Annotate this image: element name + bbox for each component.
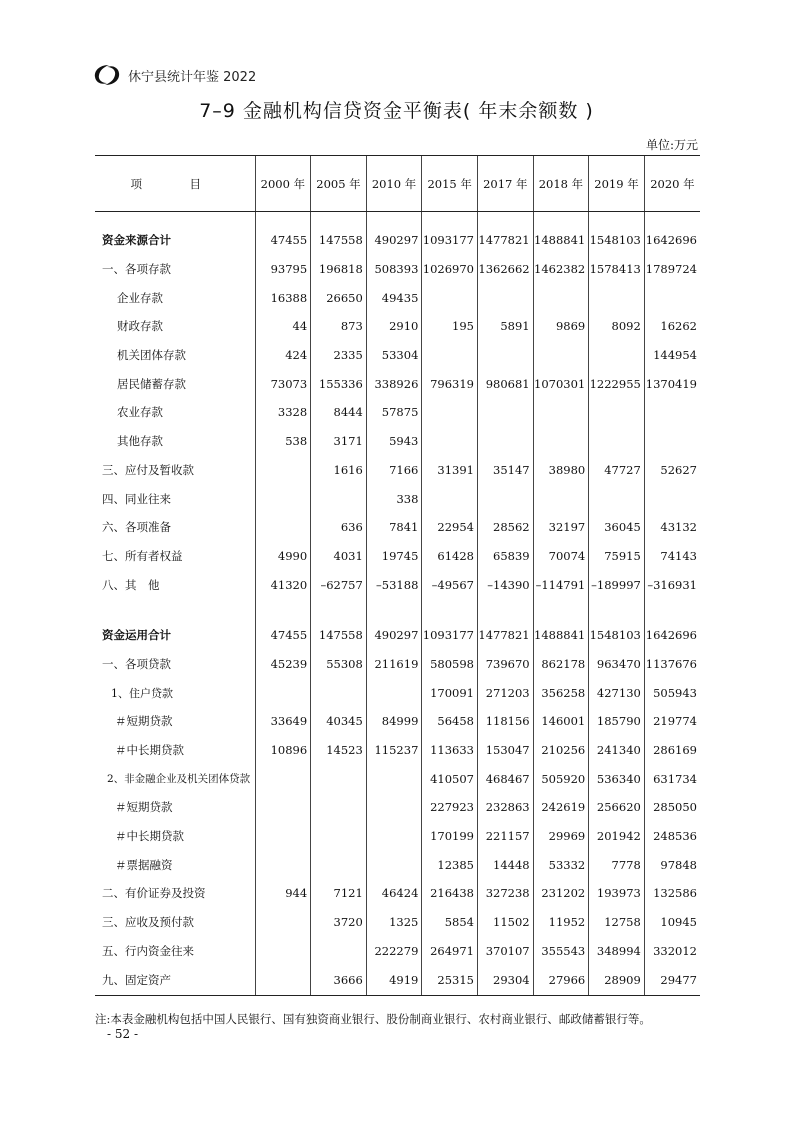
table-cell: 65839 — [478, 542, 534, 571]
table-cell: 14448 — [478, 850, 534, 879]
table-row — [95, 283, 700, 312]
column-header: 2005 年 — [311, 156, 367, 212]
table-cell: 9869 — [533, 312, 589, 341]
table-cell — [589, 484, 645, 513]
table-row — [95, 398, 700, 427]
table-row — [95, 822, 700, 851]
table-cell: 242619 — [533, 793, 589, 822]
table-cell — [255, 678, 311, 707]
table-cell: 1093177 — [422, 226, 478, 255]
table-cell: 231202 — [533, 879, 589, 908]
table-cell — [255, 937, 311, 966]
spacer-cell — [644, 599, 700, 621]
table-cell: 12758 — [589, 908, 645, 937]
table-cell: 264971 — [422, 937, 478, 966]
table-cell: 1477821 — [478, 226, 534, 255]
table-cell: 3666 — [311, 965, 367, 996]
table-cell — [478, 484, 534, 513]
table-cell — [533, 398, 589, 427]
table-cell: –62757 — [311, 570, 367, 599]
table-cell: 8092 — [589, 312, 645, 341]
row-label: 资金运用合计 — [102, 628, 171, 643]
table-cell: 33649 — [255, 707, 311, 736]
table-cell: 2910 — [366, 312, 422, 341]
table-cell: 14523 — [311, 736, 367, 765]
table-cell: 43132 — [644, 513, 700, 542]
spacer-row — [95, 212, 700, 227]
table-cell: 36045 — [589, 513, 645, 542]
table-cell: 25315 — [422, 965, 478, 996]
table-row — [95, 650, 700, 679]
table-cell — [422, 398, 478, 427]
table-cell: 55308 — [311, 650, 367, 679]
credit-balance-table — [95, 155, 700, 996]
spacer-cell — [533, 599, 589, 621]
row-label: 二、有价证券及投资 — [102, 886, 206, 901]
table-cell — [255, 764, 311, 793]
table-cell: 118156 — [478, 707, 534, 736]
table-cell: 29969 — [533, 822, 589, 851]
table-row — [95, 736, 700, 765]
row-label: 农业存款 — [117, 405, 163, 420]
table-cell: 147558 — [311, 226, 367, 255]
table-cell: 227923 — [422, 793, 478, 822]
table-cell: 536340 — [589, 764, 645, 793]
table-row — [95, 427, 700, 456]
table-cell — [311, 484, 367, 513]
table-cell — [422, 341, 478, 370]
table-cell: 490297 — [366, 226, 422, 255]
table-cell: 170199 — [422, 822, 478, 851]
table-cell: 210256 — [533, 736, 589, 765]
row-label: 一、各项存款 — [102, 262, 171, 277]
table-cell: 1362662 — [478, 255, 534, 284]
table-cell: 46424 — [366, 879, 422, 908]
table-cell: 1616 — [311, 456, 367, 485]
table-cell — [366, 678, 422, 707]
spacer-cell — [255, 599, 311, 621]
row-label: ＃中长期贷款 — [115, 829, 184, 844]
table-row — [95, 484, 700, 513]
table-cell: 10896 — [255, 736, 311, 765]
table-cell: 8444 — [311, 398, 367, 427]
table-cell: 5854 — [422, 908, 478, 937]
table-cell: 201942 — [589, 822, 645, 851]
row-label: 四、同业往来 — [102, 491, 171, 506]
table-cell — [478, 427, 534, 456]
table-cell: 1578413 — [589, 255, 645, 284]
table-cell: 57875 — [366, 398, 422, 427]
table-cell: 155336 — [311, 369, 367, 398]
table-row — [95, 908, 700, 937]
table-cell: 32197 — [533, 513, 589, 542]
table-cell: 3720 — [311, 908, 367, 937]
table-cell: 505920 — [533, 764, 589, 793]
spacer-cell — [589, 599, 645, 621]
table-cell — [255, 965, 311, 996]
table-cell — [478, 341, 534, 370]
table-cell: 115237 — [366, 736, 422, 765]
table-cell: 45239 — [255, 650, 311, 679]
table-row — [95, 621, 700, 650]
table-cell — [311, 764, 367, 793]
table-cell: –316931 — [644, 570, 700, 599]
table-cell: 70074 — [533, 542, 589, 571]
table-cell — [533, 341, 589, 370]
table-cell: 1642696 — [644, 621, 700, 650]
table-title: 7–9 金融机构信贷资金平衡表( 年末余额数 ) — [199, 100, 594, 122]
spacer-cell — [422, 599, 478, 621]
table-cell — [366, 822, 422, 851]
table-row — [95, 850, 700, 879]
table-cell: 427130 — [589, 678, 645, 707]
table-cell — [255, 850, 311, 879]
table-cell: 739670 — [478, 650, 534, 679]
table-cell: 7778 — [589, 850, 645, 879]
column-header: 项 目 — [95, 156, 255, 212]
table-cell: 1548103 — [589, 226, 645, 255]
table-cell — [533, 484, 589, 513]
table-cell: 944 — [255, 879, 311, 908]
table-cell: 221157 — [478, 822, 534, 851]
table-cell: 211619 — [366, 650, 422, 679]
table-cell: 1642696 — [644, 226, 700, 255]
spacer-cell — [366, 212, 422, 227]
row-label: 其他存款 — [117, 434, 163, 449]
table-cell: 1026970 — [422, 255, 478, 284]
table-cell: 1462382 — [533, 255, 589, 284]
table-cell: 11502 — [478, 908, 534, 937]
table-cell: 12385 — [422, 850, 478, 879]
row-label: 八、其 他 — [102, 577, 160, 592]
yearbook-logo-icon — [92, 63, 122, 87]
table-cell: 285050 — [644, 793, 700, 822]
table-cell: 4990 — [255, 542, 311, 571]
table-row — [95, 937, 700, 966]
table-cell: 580598 — [422, 650, 478, 679]
row-label: ＃中长期贷款 — [115, 743, 184, 758]
table-cell — [311, 937, 367, 966]
table-cell: 29477 — [644, 965, 700, 996]
table-cell: 631734 — [644, 764, 700, 793]
table-cell: 410507 — [422, 764, 478, 793]
table-cell — [311, 850, 367, 879]
table-cell: 49435 — [366, 283, 422, 312]
table-row — [95, 456, 700, 485]
table-cell: 338926 — [366, 369, 422, 398]
page-header — [92, 62, 256, 88]
row-label: 企业存款 — [117, 290, 163, 305]
table-cell: 338 — [366, 484, 422, 513]
table-cell — [589, 398, 645, 427]
table-cell: –53188 — [366, 570, 422, 599]
table-note: 注:本表金融机构包括中国人民银行、国有独资商业银行、股份制商业银行、农村商业银行、邮政储蓄银行等。 — [95, 1012, 651, 1026]
table-cell: 286169 — [644, 736, 700, 765]
table-cell: 75915 — [589, 542, 645, 571]
row-label: 1、住户贷款 — [111, 686, 173, 700]
spacer-cell — [478, 212, 534, 227]
table-cell: 370107 — [478, 937, 534, 966]
table-body — [95, 212, 700, 996]
book-title: 休宁县统计年鉴 2022 — [128, 69, 257, 85]
table-row — [95, 965, 700, 996]
table-cell — [589, 341, 645, 370]
table-cell: 4031 — [311, 542, 367, 571]
table-cell: 2335 — [311, 341, 367, 370]
table-cell: 1488841 — [533, 226, 589, 255]
table-cell — [255, 456, 311, 485]
table-cell: 27966 — [533, 965, 589, 996]
table-header-row — [95, 156, 700, 212]
page-number: - 52 - — [107, 1027, 139, 1041]
table-cell: 93795 — [255, 255, 311, 284]
table-cell: 5943 — [366, 427, 422, 456]
table-cell: 424 — [255, 341, 311, 370]
table-cell: 132586 — [644, 879, 700, 908]
row-label: ＃短期贷款 — [115, 800, 173, 815]
table-cell: 7166 — [366, 456, 422, 485]
column-header: 2015 年 — [422, 156, 478, 212]
table-cell — [311, 678, 367, 707]
table-cell: 980681 — [478, 369, 534, 398]
table-cell: 170091 — [422, 678, 478, 707]
table-cell — [311, 822, 367, 851]
table-cell: 144954 — [644, 341, 700, 370]
table-cell: 74143 — [644, 542, 700, 571]
table-cell: 505943 — [644, 678, 700, 707]
table-cell — [422, 427, 478, 456]
table-cell: 963470 — [589, 650, 645, 679]
table-cell: 271203 — [478, 678, 534, 707]
table-cell: 10945 — [644, 908, 700, 937]
column-header: 2010 年 — [366, 156, 422, 212]
table-cell: 61428 — [422, 542, 478, 571]
table-cell: 468467 — [478, 764, 534, 793]
table-cell: 185790 — [589, 707, 645, 736]
table-cell: –14390 — [478, 570, 534, 599]
table-cell: 47455 — [255, 621, 311, 650]
table-cell: 356258 — [533, 678, 589, 707]
table-cell: 490297 — [366, 621, 422, 650]
column-header: 2018 年 — [533, 156, 589, 212]
table-cell: 1477821 — [478, 621, 534, 650]
table-cell: 216438 — [422, 879, 478, 908]
table-row — [95, 707, 700, 736]
table-cell: 862178 — [533, 650, 589, 679]
table-row — [95, 255, 700, 284]
table-cell: 332012 — [644, 937, 700, 966]
table-row — [95, 226, 700, 255]
table-cell: 47727 — [589, 456, 645, 485]
table-cell: 97848 — [644, 850, 700, 879]
row-label: 财政存款 — [117, 319, 163, 334]
row-label: 九、固定资产 — [95, 965, 255, 996]
table-cell: 193973 — [589, 879, 645, 908]
table-cell: 1789724 — [644, 255, 700, 284]
spacer-cell — [311, 599, 367, 621]
table-cell: 796319 — [422, 369, 478, 398]
table-cell: 73073 — [255, 369, 311, 398]
table-cell: 53304 — [366, 341, 422, 370]
table-cell — [644, 484, 700, 513]
table-cell: 52627 — [644, 456, 700, 485]
table-cell: 7121 — [311, 879, 367, 908]
spacer-cell — [589, 212, 645, 227]
table-cell — [533, 427, 589, 456]
table-cell: 16388 — [255, 283, 311, 312]
table-cell — [422, 283, 478, 312]
table-cell — [366, 850, 422, 879]
row-label: 三、应付及暂收款 — [102, 462, 194, 477]
table-row — [95, 879, 700, 908]
table-cell — [311, 793, 367, 822]
table-cell: 636 — [311, 513, 367, 542]
table-cell: 28562 — [478, 513, 534, 542]
table-cell: 26650 — [311, 283, 367, 312]
table-cell: 29304 — [478, 965, 534, 996]
table-cell — [255, 513, 311, 542]
table-cell — [255, 822, 311, 851]
spacer-cell — [422, 212, 478, 227]
row-label: 机关团体存款 — [117, 348, 186, 363]
row-label: 居民储蓄存款 — [117, 376, 186, 391]
table-cell — [589, 283, 645, 312]
table-cell: 196818 — [311, 255, 367, 284]
column-header: 2020 年 — [644, 156, 700, 212]
spacer-cell — [95, 599, 255, 621]
table-cell: –114791 — [533, 570, 589, 599]
table-row — [95, 312, 700, 341]
table-row — [95, 678, 700, 707]
table-cell: 38980 — [533, 456, 589, 485]
table-cell: 248536 — [644, 822, 700, 851]
table-cell — [644, 283, 700, 312]
table-cell: 153047 — [478, 736, 534, 765]
table-cell: 53332 — [533, 850, 589, 879]
table-cell: –49567 — [422, 570, 478, 599]
column-header: 2000 年 — [255, 156, 311, 212]
table-cell: 538 — [255, 427, 311, 456]
table-cell: 22954 — [422, 513, 478, 542]
spacer-cell — [95, 212, 255, 227]
column-header: 2019 年 — [589, 156, 645, 212]
table-row — [95, 542, 700, 571]
row-label: ＃票据融资 — [115, 857, 173, 872]
table-cell: 195 — [422, 312, 478, 341]
table-cell — [478, 398, 534, 427]
table-cell: 327238 — [478, 879, 534, 908]
table-cell: 5891 — [478, 312, 534, 341]
table-cell: 1137676 — [644, 650, 700, 679]
table-cell: 219774 — [644, 707, 700, 736]
spacer-cell — [533, 212, 589, 227]
table-cell: 1325 — [366, 908, 422, 937]
table-cell: 41320 — [255, 570, 311, 599]
column-header: 2017 年 — [478, 156, 534, 212]
table-cell — [255, 793, 311, 822]
table-cell: 508393 — [366, 255, 422, 284]
table-cell: 355543 — [533, 937, 589, 966]
table-cell — [533, 283, 589, 312]
table-cell: 147558 — [311, 621, 367, 650]
row-label: 三、应收及预付款 — [102, 915, 194, 930]
table-cell: 35147 — [478, 456, 534, 485]
table-cell: 44 — [255, 312, 311, 341]
table-cell: 256620 — [589, 793, 645, 822]
table-cell — [478, 283, 534, 312]
table-cell: 241340 — [589, 736, 645, 765]
table-cell: 3171 — [311, 427, 367, 456]
table-cell: 1488841 — [533, 621, 589, 650]
table-cell: 3328 — [255, 398, 311, 427]
spacer-cell — [255, 212, 311, 227]
table-cell: 84999 — [366, 707, 422, 736]
table-cell: 232863 — [478, 793, 534, 822]
table-cell — [366, 764, 422, 793]
row-label: 七、所有者权益 — [102, 548, 183, 563]
table-cell: 873 — [311, 312, 367, 341]
table-cell — [255, 484, 311, 513]
table-row — [95, 513, 700, 542]
table-row — [95, 793, 700, 822]
row-label: ＃短期贷款 — [115, 714, 173, 729]
spacer-cell — [478, 599, 534, 621]
row-label: 五、行内资金往来 — [102, 943, 194, 958]
table-cell: 11952 — [533, 908, 589, 937]
spacer-cell — [366, 599, 422, 621]
table-cell: 31391 — [422, 456, 478, 485]
table-cell: 28909 — [589, 965, 645, 996]
spacer-cell — [311, 212, 367, 227]
row-label: 一、各项贷款 — [102, 656, 171, 671]
table-cell: 56458 — [422, 707, 478, 736]
table-cell — [366, 793, 422, 822]
table-cell: 1370419 — [644, 369, 700, 398]
table-cell: 146001 — [533, 707, 589, 736]
table-cell: 47455 — [255, 226, 311, 255]
table-cell: 4919 — [366, 965, 422, 996]
table-cell: 40345 — [311, 707, 367, 736]
table-cell — [644, 427, 700, 456]
table-row — [95, 764, 700, 793]
table-row — [95, 341, 700, 370]
table-cell — [644, 398, 700, 427]
table-cell: 1070301 — [533, 369, 589, 398]
spacer-cell — [644, 212, 700, 227]
table-cell: 1222955 — [589, 369, 645, 398]
table-cell — [422, 484, 478, 513]
table-cell: 7841 — [366, 513, 422, 542]
table-cell: 348994 — [589, 937, 645, 966]
table-row — [95, 369, 700, 398]
table-cell — [255, 908, 311, 937]
table-cell: 1093177 — [422, 621, 478, 650]
table-cell — [589, 427, 645, 456]
unit-label: 单位:万元 — [645, 138, 698, 152]
table-cell: 16262 — [644, 312, 700, 341]
row-label: 资金来源合计 — [102, 233, 171, 248]
table-cell: 1548103 — [589, 621, 645, 650]
row-label: 2、非金融企业及机关团体贷款 — [107, 773, 251, 786]
table-cell: 113633 — [422, 736, 478, 765]
spacer-row — [95, 599, 700, 621]
table-cell: 222279 — [366, 937, 422, 966]
table-cell: –189997 — [589, 570, 645, 599]
table-cell: 19745 — [366, 542, 422, 571]
table-row — [95, 570, 700, 599]
row-label: 六、各项准备 — [102, 520, 171, 535]
